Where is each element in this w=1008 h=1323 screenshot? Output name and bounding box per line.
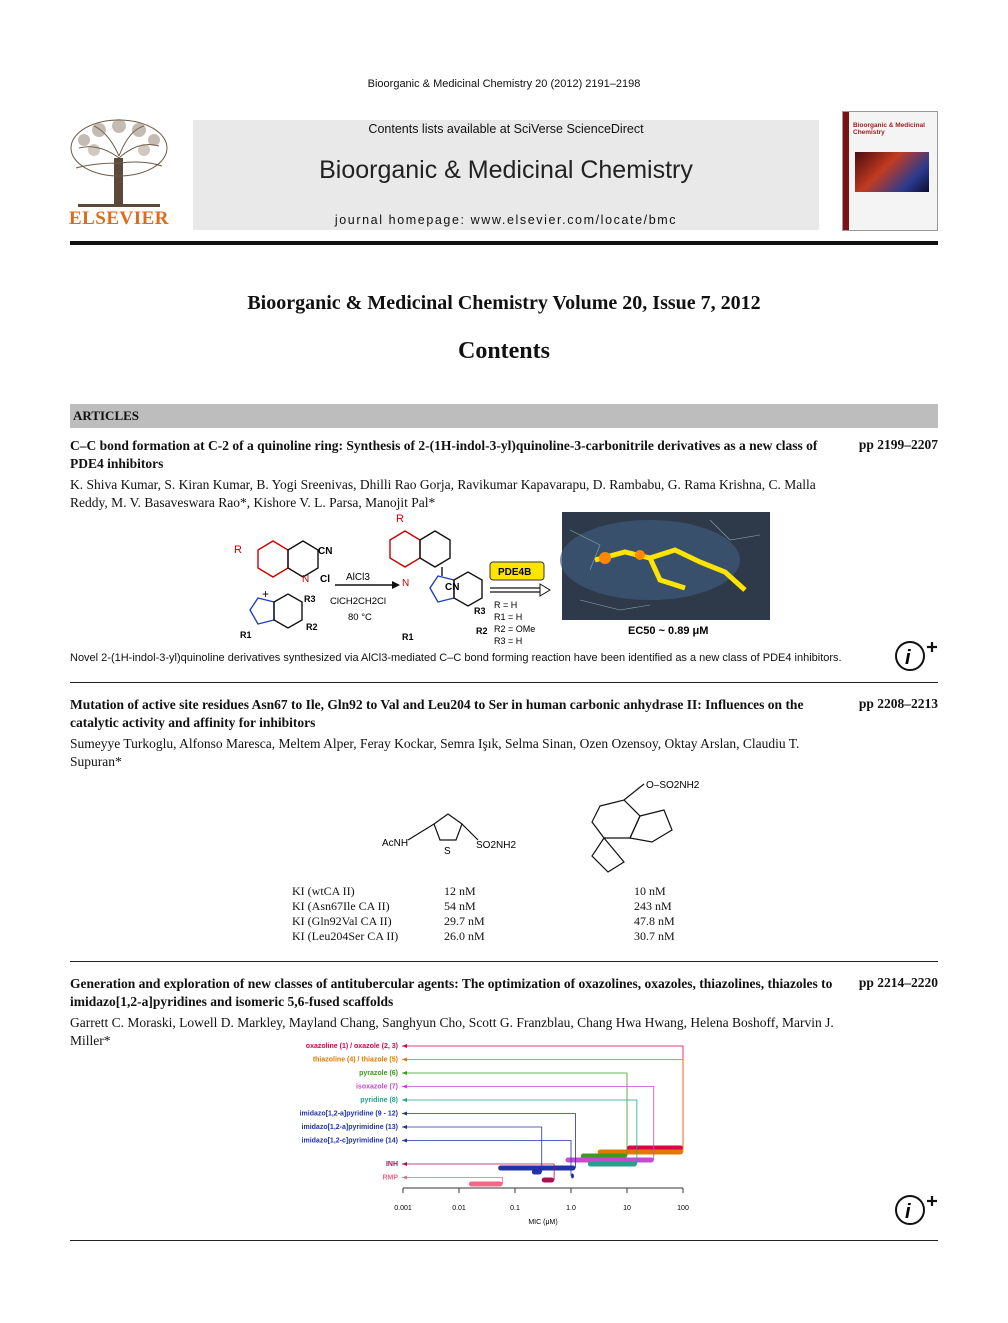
series-label: isoxazole (7) — [355, 1083, 398, 1091]
n-label-1: N — [302, 574, 310, 585]
series-label: imidazo[1,2-a]pyrimidine (13) — [301, 1124, 398, 1131]
series-range-bar — [469, 1182, 503, 1187]
product-r-label: R — [396, 513, 404, 525]
ki-row — [292, 899, 712, 914]
quinoline-reactant — [258, 541, 318, 577]
ki-label: KI (Leu204Ser CA II) — [292, 929, 399, 943]
ki-value-a: 29.7 nM — [444, 914, 485, 928]
mic-range-chart — [300, 1036, 700, 1232]
r1-label: R1 — [240, 630, 252, 640]
sub-r3: R3 = H — [494, 636, 523, 646]
plus-sign: + — [262, 587, 270, 601]
series-label: oxazoline (1) / oxazole (2, 3) — [305, 1043, 398, 1050]
series-arrowhead — [402, 1162, 407, 1166]
product-structure — [390, 531, 482, 606]
article-2-pages: pp 2208–2213 — [858, 696, 938, 711]
series-label: RMP — [382, 1174, 398, 1182]
series-range-bar — [542, 1178, 554, 1183]
article-2-authors: Sumeyye Turkoglu, Alfonso Maresca, Meltem Alper, Feray Kockar, Semra Işık, Selma Sinan, Ozen Ozensoy, Oktay Arslan, Claudiu T. Supuran* — [70, 736, 800, 769]
product-r2-label: R2 — [476, 626, 488, 636]
x-tick-label: 0.1 — [510, 1205, 520, 1212]
cover-spine — [843, 112, 849, 230]
series-label: INH — [385, 1161, 398, 1168]
series-arrowhead — [402, 1125, 407, 1129]
journal-cover — [842, 111, 938, 231]
cover-image — [855, 152, 929, 192]
series-leader — [402, 1127, 542, 1172]
ki-value-a: 12 nM — [444, 884, 476, 898]
r3-label: R3 — [304, 594, 316, 604]
sub-r1: R1 = H — [494, 612, 523, 622]
issue-title: Bioorganic & Medicinal Chemistry Volume 20, Issue 7, 2012 — [247, 292, 761, 314]
series-label: thiazoline (4) / thiazole (5) — [312, 1056, 398, 1064]
article-2-title[interactable]: Mutation of active site residues Asn67 to Ile, Gln92 to Val and Leu204 to Ser in human carbonic anhydrase II: Influences on the catalytic activity and affinity for inhibitors — [70, 697, 804, 730]
x-tick-label: 10 — [623, 1205, 631, 1212]
series-arrowhead — [402, 1112, 407, 1116]
ki-value-b: 243 nM — [634, 899, 672, 913]
topiramate-structure — [592, 784, 672, 872]
journal-homepage[interactable]: journal homepage: www.elsevier.com/locate/bmc — [334, 213, 678, 227]
reagent-solvent: ClCH2CH2Cl — [330, 596, 386, 607]
series-range-bar — [532, 1170, 542, 1175]
series-leader — [402, 1073, 627, 1156]
x-tick-label: 1.0 — [566, 1205, 576, 1212]
series-leader — [402, 1046, 683, 1148]
article-separator-3 — [70, 1240, 938, 1241]
contents-heading: Contents — [457, 338, 550, 364]
ki-row — [292, 929, 712, 944]
series-arrowhead — [402, 1098, 407, 1102]
so2nh2-label: SO2NH2 — [476, 840, 517, 851]
product-r1-label: R1 — [402, 632, 414, 642]
elsevier-wordmark: ELSEVIER — [68, 208, 170, 229]
journal-title: Bioorganic & Medicinal Chemistry — [319, 156, 693, 184]
article-3-title[interactable]: Generation and exploration of new classes of antitubercular agents: The optimization of oxazolines, oxazoles, thiazolines, thiazoles to imidazo[1,2-a]pyridines and isomeric 5,6-fused scaffolds — [70, 976, 833, 1009]
journal-banner — [193, 120, 819, 230]
ki-label: KI (wtCA II) — [292, 884, 355, 898]
ki-value-a: 54 nM — [444, 899, 476, 913]
ki-value-b: 10 nM — [634, 884, 666, 898]
section-label: ARTICLES — [73, 408, 140, 423]
series-arrowhead — [402, 1044, 407, 1048]
o-so2nh2-label: O–SO2NH2 — [646, 780, 700, 791]
reagent-alcl3: AlCl3 — [346, 572, 370, 583]
article-3-authors: Garrett C. Moraski, Lowell D. Markley, Mayland Chang, Sanghyun Cho, Scott G. Franzblau, Chang Hwa Hwang, Helena Boshoff, Marvin J. Miller* — [70, 1015, 834, 1048]
product-r3-label: R3 — [474, 606, 486, 616]
reagent-temp: 80 °C — [348, 612, 372, 623]
series-arrowhead — [402, 1085, 407, 1089]
indole-reactant — [250, 594, 302, 628]
section-bar — [70, 404, 938, 428]
info-plus-icon[interactable] — [893, 1192, 939, 1226]
cl-label: Cl — [320, 574, 330, 585]
r-label: R — [234, 544, 242, 556]
x-tick-label: 0.001 — [394, 1205, 412, 1212]
article-3-pages: pp 2214–2220 — [858, 975, 938, 990]
article-2-structures — [378, 772, 738, 882]
info-plus-icon[interactable] — [893, 638, 939, 672]
elsevier-logo — [64, 118, 174, 230]
series-range-bar — [571, 1174, 574, 1179]
elsevier-tree-icon — [64, 118, 174, 210]
ki-table — [292, 884, 712, 944]
journal-citation: Bioorganic & Medicinal Chemistry 20 (2012) 2191–2198 — [367, 78, 641, 90]
article-1-authors: K. Shiva Kumar, S. Kiran Kumar, B. Yogi Sreenivas, Dhilli Rao Gorja, Ravikumar Kapavarapu, D. Rambabu, G. Rama Krishna, C. Malla Reddy, M. V. Basaveswara Rao*, Kishore V. L. Parsa, Manojit Pal* — [70, 477, 816, 510]
product-cn-label: CN — [445, 582, 460, 593]
cover-title: Bioorganic & Medicinal Chemistry — [853, 122, 925, 136]
thiadiazole-structure — [408, 814, 478, 840]
cn-label: CN — [318, 546, 333, 557]
series-range-bar — [588, 1162, 637, 1167]
r2-label: R2 — [306, 622, 318, 632]
svg-text:i: i — [905, 647, 911, 669]
article-1-reaction-scheme — [230, 510, 790, 646]
x-tick-label: 100 — [677, 1205, 689, 1212]
ki-value-b: 47.8 nM — [634, 914, 675, 928]
series-label: imidazo[1,2-c]pyrimidine (14) — [301, 1137, 398, 1145]
series-arrowhead — [402, 1071, 407, 1075]
n-label-2: N — [402, 578, 410, 589]
article-separator-2 — [70, 961, 938, 962]
series-arrowhead — [402, 1139, 407, 1143]
svg-text:i: i — [905, 1201, 911, 1223]
contents-available: Contents lists available at SciVerse ScienceDirect — [368, 122, 644, 136]
ki-label: KI (Asn67Ile CA II) — [292, 899, 390, 913]
s-label: S — [444, 846, 451, 857]
series-leader — [402, 1141, 571, 1177]
ki-row — [292, 914, 712, 929]
ki-label: KI (Gln92Val CA II) — [292, 914, 392, 928]
article-1-title[interactable]: C–C bond formation at C-2 of a quinoline ring: Synthesis of 2-(1H-indol-3-yl)quinoline-3-carbonitrile derivatives as a new class of PDE4 inhibitors — [70, 438, 818, 471]
series-arrowhead — [402, 1058, 407, 1062]
article-1-caption: Novel 2-(1H-indol-3-yl)quinoline derivatives synthesized via AlCl3-mediated C–C bond forming reaction have been identified as a new class of PDE4 inhibitors. — [70, 652, 842, 664]
pde4b-label: PDE4B — [498, 567, 532, 578]
series-label: pyridine (8) — [360, 1097, 398, 1104]
ec50-label: EC50 ~ 0.89 μM — [628, 625, 709, 637]
sub-r: R = H — [494, 600, 518, 610]
x-tick-label: 0.01 — [452, 1205, 466, 1212]
series-label: pyrazole (6) — [359, 1070, 398, 1077]
acnh-label: AcNH — [382, 838, 409, 849]
header-rule — [70, 241, 938, 245]
x-axis-label: MIC (μM) — [528, 1219, 558, 1226]
ki-row — [292, 884, 712, 899]
article-1-pages: pp 2199–2207 — [858, 437, 938, 452]
ki-value-b: 30.7 nM — [634, 929, 675, 943]
series-arrowhead — [402, 1176, 407, 1180]
series-label: imidazo[1,2-a]pyridine (9 - 12) — [299, 1110, 398, 1118]
article-separator-1 — [70, 682, 938, 683]
sub-r2: R2 = OMe — [494, 624, 536, 634]
series-leader — [402, 1087, 654, 1161]
ki-value-a: 26.0 nM — [444, 929, 485, 943]
